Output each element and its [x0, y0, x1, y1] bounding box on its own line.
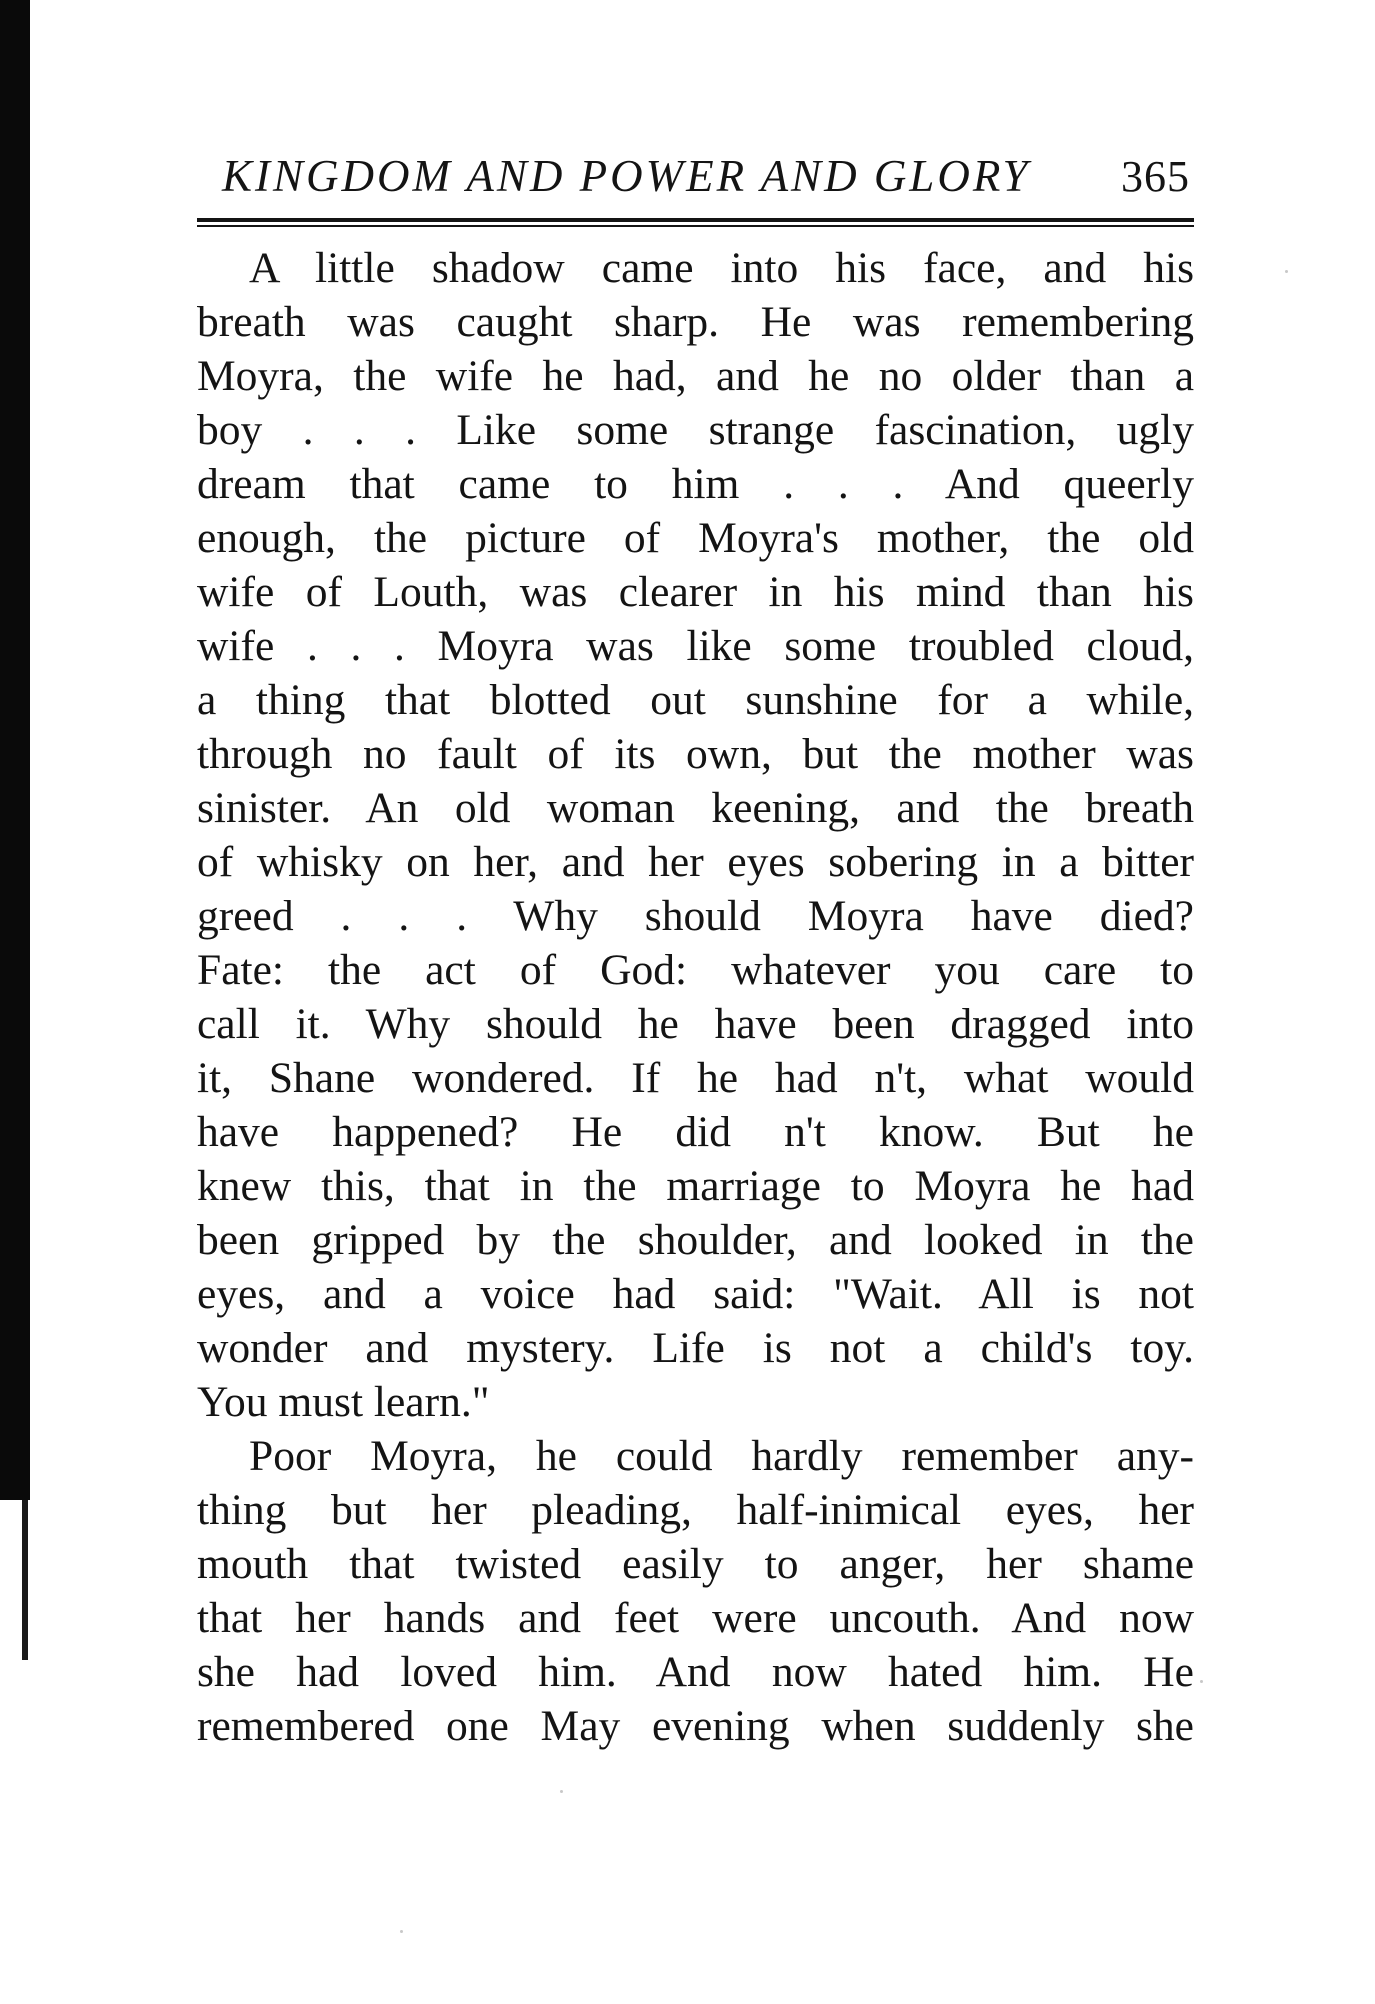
text-line: boy . . . Like some strange fascination, ugly	[197, 406, 1194, 454]
paper-speck	[400, 1930, 403, 1933]
book-page	[197, 150, 1194, 1753]
page-number: 365	[1121, 152, 1190, 201]
text-line: Moyra, the wife he had, and he no older than a	[197, 352, 1194, 400]
text-line: remembered one May evening when suddenly she	[197, 1702, 1194, 1750]
text-line: she had loved him. And now hated him. He	[197, 1648, 1194, 1696]
text-line: that her hands and feet were uncouth. And now	[197, 1594, 1194, 1642]
paper-speck	[1200, 1680, 1203, 1683]
paper-speck	[1285, 270, 1288, 273]
text-line: wife of Louth, was clearer in his mind than his	[197, 568, 1194, 616]
text-line: have happened? He did n't know. But he	[197, 1108, 1194, 1156]
body-text	[197, 241, 1194, 1753]
text-line: breath was caught sharp. He was remembering	[197, 298, 1194, 346]
text-line: Fate: the act of God: whatever you care to	[197, 946, 1194, 994]
text-line: dream that came to him . . . And queerly	[197, 460, 1194, 508]
header-rule-thin	[197, 225, 1194, 227]
text-line: through no fault of its own, but the mother was	[197, 730, 1194, 778]
text-line: it, Shane wondered. If he had n't, what would	[197, 1054, 1194, 1102]
text-line: sinister. An old woman keening, and the breath	[197, 784, 1194, 832]
text-line: A little shadow came into his face, and his	[249, 244, 1194, 292]
paper-speck	[560, 1790, 563, 1793]
text-line: knew this, that in the marriage to Moyra he had	[197, 1162, 1194, 1210]
text-line: mouth that twisted easily to anger, her shame	[197, 1540, 1194, 1588]
running-head	[197, 150, 1194, 210]
text-line: of whisky on her, and her eyes sobering in a bitter	[197, 838, 1194, 886]
text-line: eyes, and a voice had said: "Wait. All is not	[197, 1270, 1194, 1318]
paragraph	[197, 1429, 1194, 1753]
text-line: a thing that blotted out sunshine for a while,	[197, 676, 1194, 724]
text-line: You must learn."	[197, 1378, 490, 1426]
text-line: Poor Moyra, he could hardly remember any-	[249, 1432, 1194, 1480]
text-line: been gripped by the shoulder, and looked in the	[197, 1216, 1194, 1264]
text-line: thing but her pleading, half-inimical eyes, her	[197, 1486, 1194, 1534]
text-line: greed . . . Why should Moyra have died?	[197, 892, 1194, 940]
header-rule-thick	[197, 218, 1194, 222]
text-line: call it. Why should he have been dragged into	[197, 1000, 1194, 1048]
paragraph	[197, 241, 1194, 1429]
scan-edge-shadow	[0, 0, 30, 1500]
scan-edge-shadow-tail	[22, 1500, 28, 1660]
text-line: wife . . . Moyra was like some troubled cloud,	[197, 622, 1194, 670]
text-line: wonder and mystery. Life is not a child's toy.	[197, 1324, 1194, 1372]
running-title: KINGDOM AND POWER AND GLORY	[222, 151, 1031, 201]
text-line: enough, the picture of Moyra's mother, the old	[197, 514, 1194, 562]
